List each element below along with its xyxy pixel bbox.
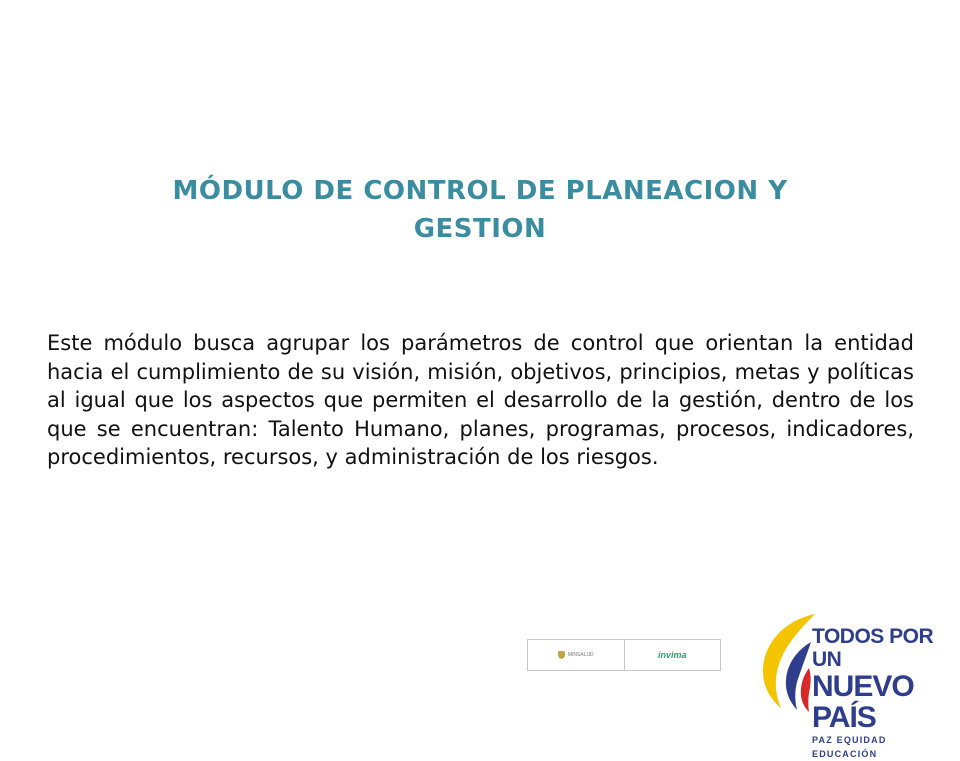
brand-line-2: NUEVO PAÍS: [812, 670, 914, 734]
nuevo-pais-swoosh-icon: [757, 612, 819, 714]
brand-text: [812, 625, 953, 761]
title-line-2: GESTION: [413, 214, 547, 244]
minsalud-logo-text: MINSALUD: [567, 652, 594, 658]
partner-logos: [527, 639, 721, 671]
slide-body-text: Este módulo busca agrupar los parámetros de control que orientan la entidad hacia el cumplimiento de su visión, misión, objetivos, principios, metas y políticas al igual que los aspectos que permiten el desarrollo de la gestión, dentro de los que se encuentran: Talento Humano, planes, programas, procesos, indicadores, procedimientos, recursos, y administración de los riesgos.: [47, 331, 914, 469]
brand-line-3: PAZ EQUIDAD EDUCACIÓN: [812, 735, 887, 759]
todos-por-un-nuevo-pais-logo: [757, 612, 953, 759]
shield-icon: [558, 651, 565, 659]
slide-title: [60, 172, 900, 248]
minsalud-logo: [528, 640, 624, 670]
invima-logo: [624, 640, 721, 670]
invima-logo-text: invima: [657, 650, 687, 660]
brand-line-1: TODOS POR UN: [812, 625, 934, 671]
title-line-1: MÓDULO DE CONTROL DE PLANEACION Y: [172, 176, 788, 206]
